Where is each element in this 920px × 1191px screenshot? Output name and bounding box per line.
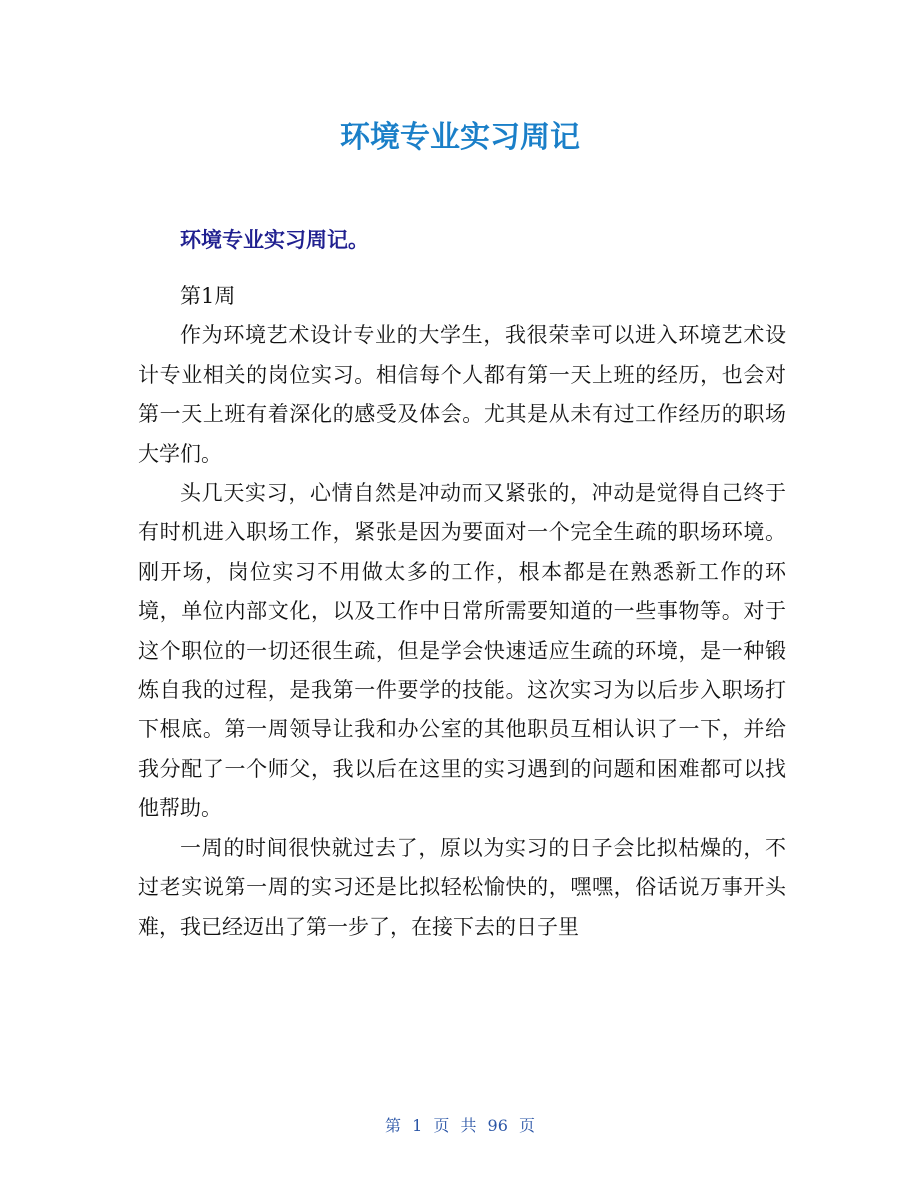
document-title: 环境专业实习周记: [340, 120, 580, 155]
week-label: 第1周: [180, 284, 236, 308]
body-paragraph: 一周的时间很快就过去了，原以为实习的日子会比拟枯燥的，不过老实说第一周的实习还是比拟轻松愉快的，嘿嘿，俗话说万事开头难，我已经迈出了第一步了，在接下去的日子里: [138, 835, 786, 939]
page-number-footer: 第 1 页 共 96 页: [385, 1116, 535, 1135]
document-body: [138, 277, 786, 947]
body-paragraph: 作为环境艺术设计专业的大学生，我很荣幸可以进入环境艺术设计专业相关的岗位实习。相信每个人都有第一天上班的经历，也会对第一天上班有着深化的感受及体会。尤其是从未有过工作经历的职场大学们。: [138, 323, 786, 466]
body-paragraph: 头几天实习，心情自然是冲动而又紧张的，冲动是觉得自己终于有时机进入职场工作，紧张是因为要面对一个完全生疏的职场环境。刚开场，岗位实习不用做太多的工作，根本都是在熟悉新工作的环境，单位内部文化，以及工作中日常所需要知道的一些事物等。对于这个职位的一切还很生疏，但是学会快速适应生疏的环境，是一种锻炼自我的过程，是我第一件要学的技能。这次实习为以后步入职场打下根底。第一周领导让我和办公室的其他职员互相认识了一下，并给我分配了一个师父，我以后在这里的实习遇到的问题和困难都可以找他帮助。: [138, 481, 786, 821]
section-heading: 环境专业实习周记。: [180, 228, 369, 252]
